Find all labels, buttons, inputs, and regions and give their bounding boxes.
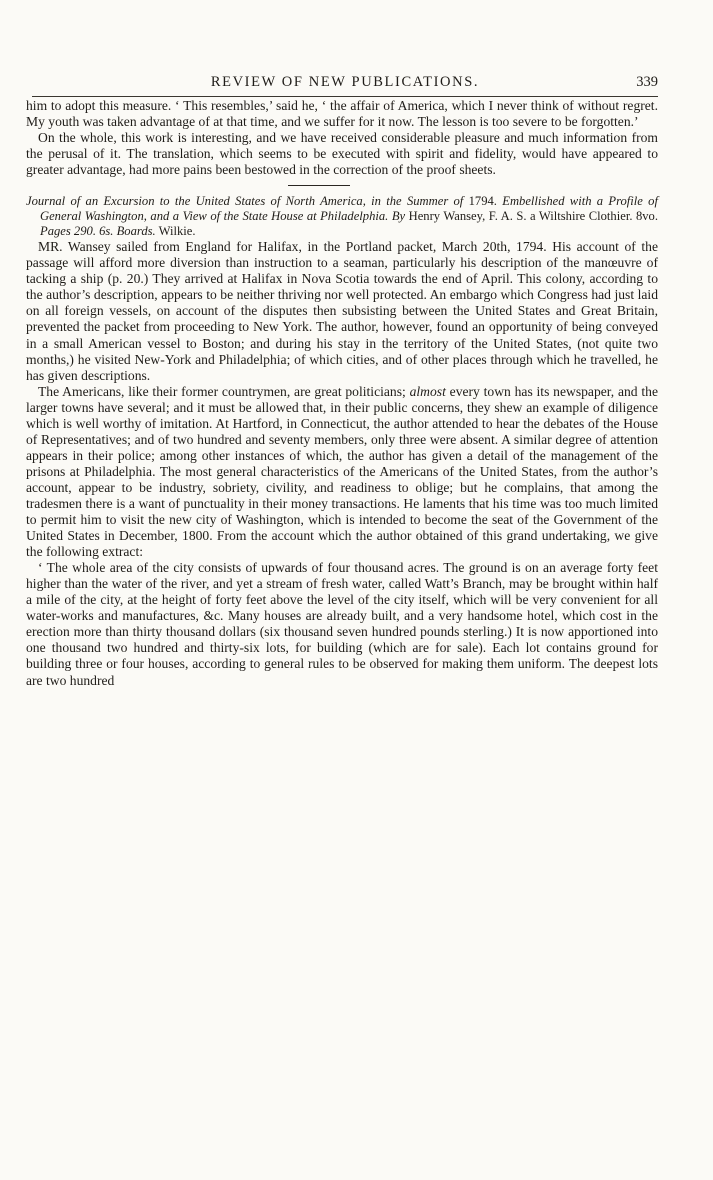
running-title: REVIEW OF NEW PUBLICATIONS. — [210, 74, 480, 90]
review-citation — [26, 194, 658, 239]
citation-embellished: Embellished with a Profile of General Washington, and a View of the State House at Philadelphia. By — [40, 194, 658, 224]
section-divider-rule — [288, 185, 350, 186]
paragraph-continued-quote: him to adopt this measure. ‘ This resembles,’ said he, ‘ the affair of America, which I never think of without regret. My youth was taken advantage of at that time, and we suffer for it now. The lesson is too severe to be forgotten.’ — [26, 98, 658, 130]
citation-pages-price: Pages 290. 6s. Boards. — [40, 224, 156, 239]
review-paragraph-americans — [26, 384, 658, 561]
running-header — [32, 74, 658, 97]
review-extract-quote: ‘ The whole area of the city consists of upwards of four thousand acres. The ground is on an average forty feet higher than the water of the river, and yet a stream of fresh water, called Watt’s Branch, may be brought within half a mile of the city, at the height of forty feet above the level of the city itself, which will be very convenient for all water-works and manufactures, &c. Many houses are already built, and a very handsome hotel, which cost in the erection more than thirty thousand dollars (six thousand seven hundred pounds sterling.) It is now apportioned into one thousand two hundred and thirty-six lots, for building (which are for sale). Each lot contains ground for building three or four houses, according to general rules to be observed for making them uniform. The deepest lots are two hundred — [26, 560, 658, 688]
page-body — [26, 98, 658, 689]
citation-title: Journal of an Excursion to the United States of North America, in the Summer of — [26, 194, 464, 209]
citation-author: Henry Wansey, F. A. S. a Wiltshire Clothier. 8vo. — [408, 209, 658, 224]
paragraph-conclusion: On the whole, this work is interesting, and we have received considerable pleasure and much information from the perusal of it. The translation, which seems to be executed with spirit and fidelity, would have appeared to greater advantage, had more pains been bestowed in the correction of the proof sheets. — [26, 130, 658, 178]
p4-start: The Americans, like their former countrymen, are great politicians; — [38, 383, 406, 399]
p4-rest: every town has its newspaper, and the larger towns have several; and it must be allowed that, in their public concerns, they shew an example of diligence which is well worthy of imitation. At Hartford, in Connecticut, the author attended to hear the debates of the House of Representatives; and of two hundred and seventy members, only three were absent. A similar degree of attention appears in their police; among other instances of which, the author has given a detail of the management of the prisons at Philadelphia. The most general characteristics of the Americans of the United States, from the author’s account, appear to be industry, sobriety, civility, and readiness to oblige; but he complains, that among the tradesmen there is a want of punctuality in their money transactions. He laments that his time was too much limited to permit him to visit the new city of Washington, which is intended to become the seat of the Government of the United States in December, 1800. From the account which the author obtained of this grand undertaking, we give the following extract: — [26, 383, 658, 560]
citation-publisher: Wilkie. — [158, 224, 196, 239]
p4-italic-word: almost — [409, 383, 446, 399]
page-number: 339 — [636, 74, 658, 90]
citation-year: 1794. — [468, 194, 497, 209]
review-paragraph-voyage: MR. Wansey sailed from England for Halifax, in the Portland packet, March 20th, 1794. His account of the passage will afford more diversion than instruction to a seaman, particularly his description of the manœuvre of tacking a ship (p. 20.) They arrived at Halifax in Nova Scotia towards the end of April. This colony, according to the author’s description, appears to be neither thriving nor well protected. An embargo which Congress had just laid on all foreign vessels, on account of the disputes then subsisting between the United States and Great Britain, prevented the packet from proceeding to New York. The author, however, found an opportunity of being conveyed in a small American vessel to Boston; and during his stay in the territory of the United States, (not quite two months,) he visited New-York and Philadelphia; of which cities, and of other places through which he travelled, he has given descriptions. — [26, 239, 658, 383]
